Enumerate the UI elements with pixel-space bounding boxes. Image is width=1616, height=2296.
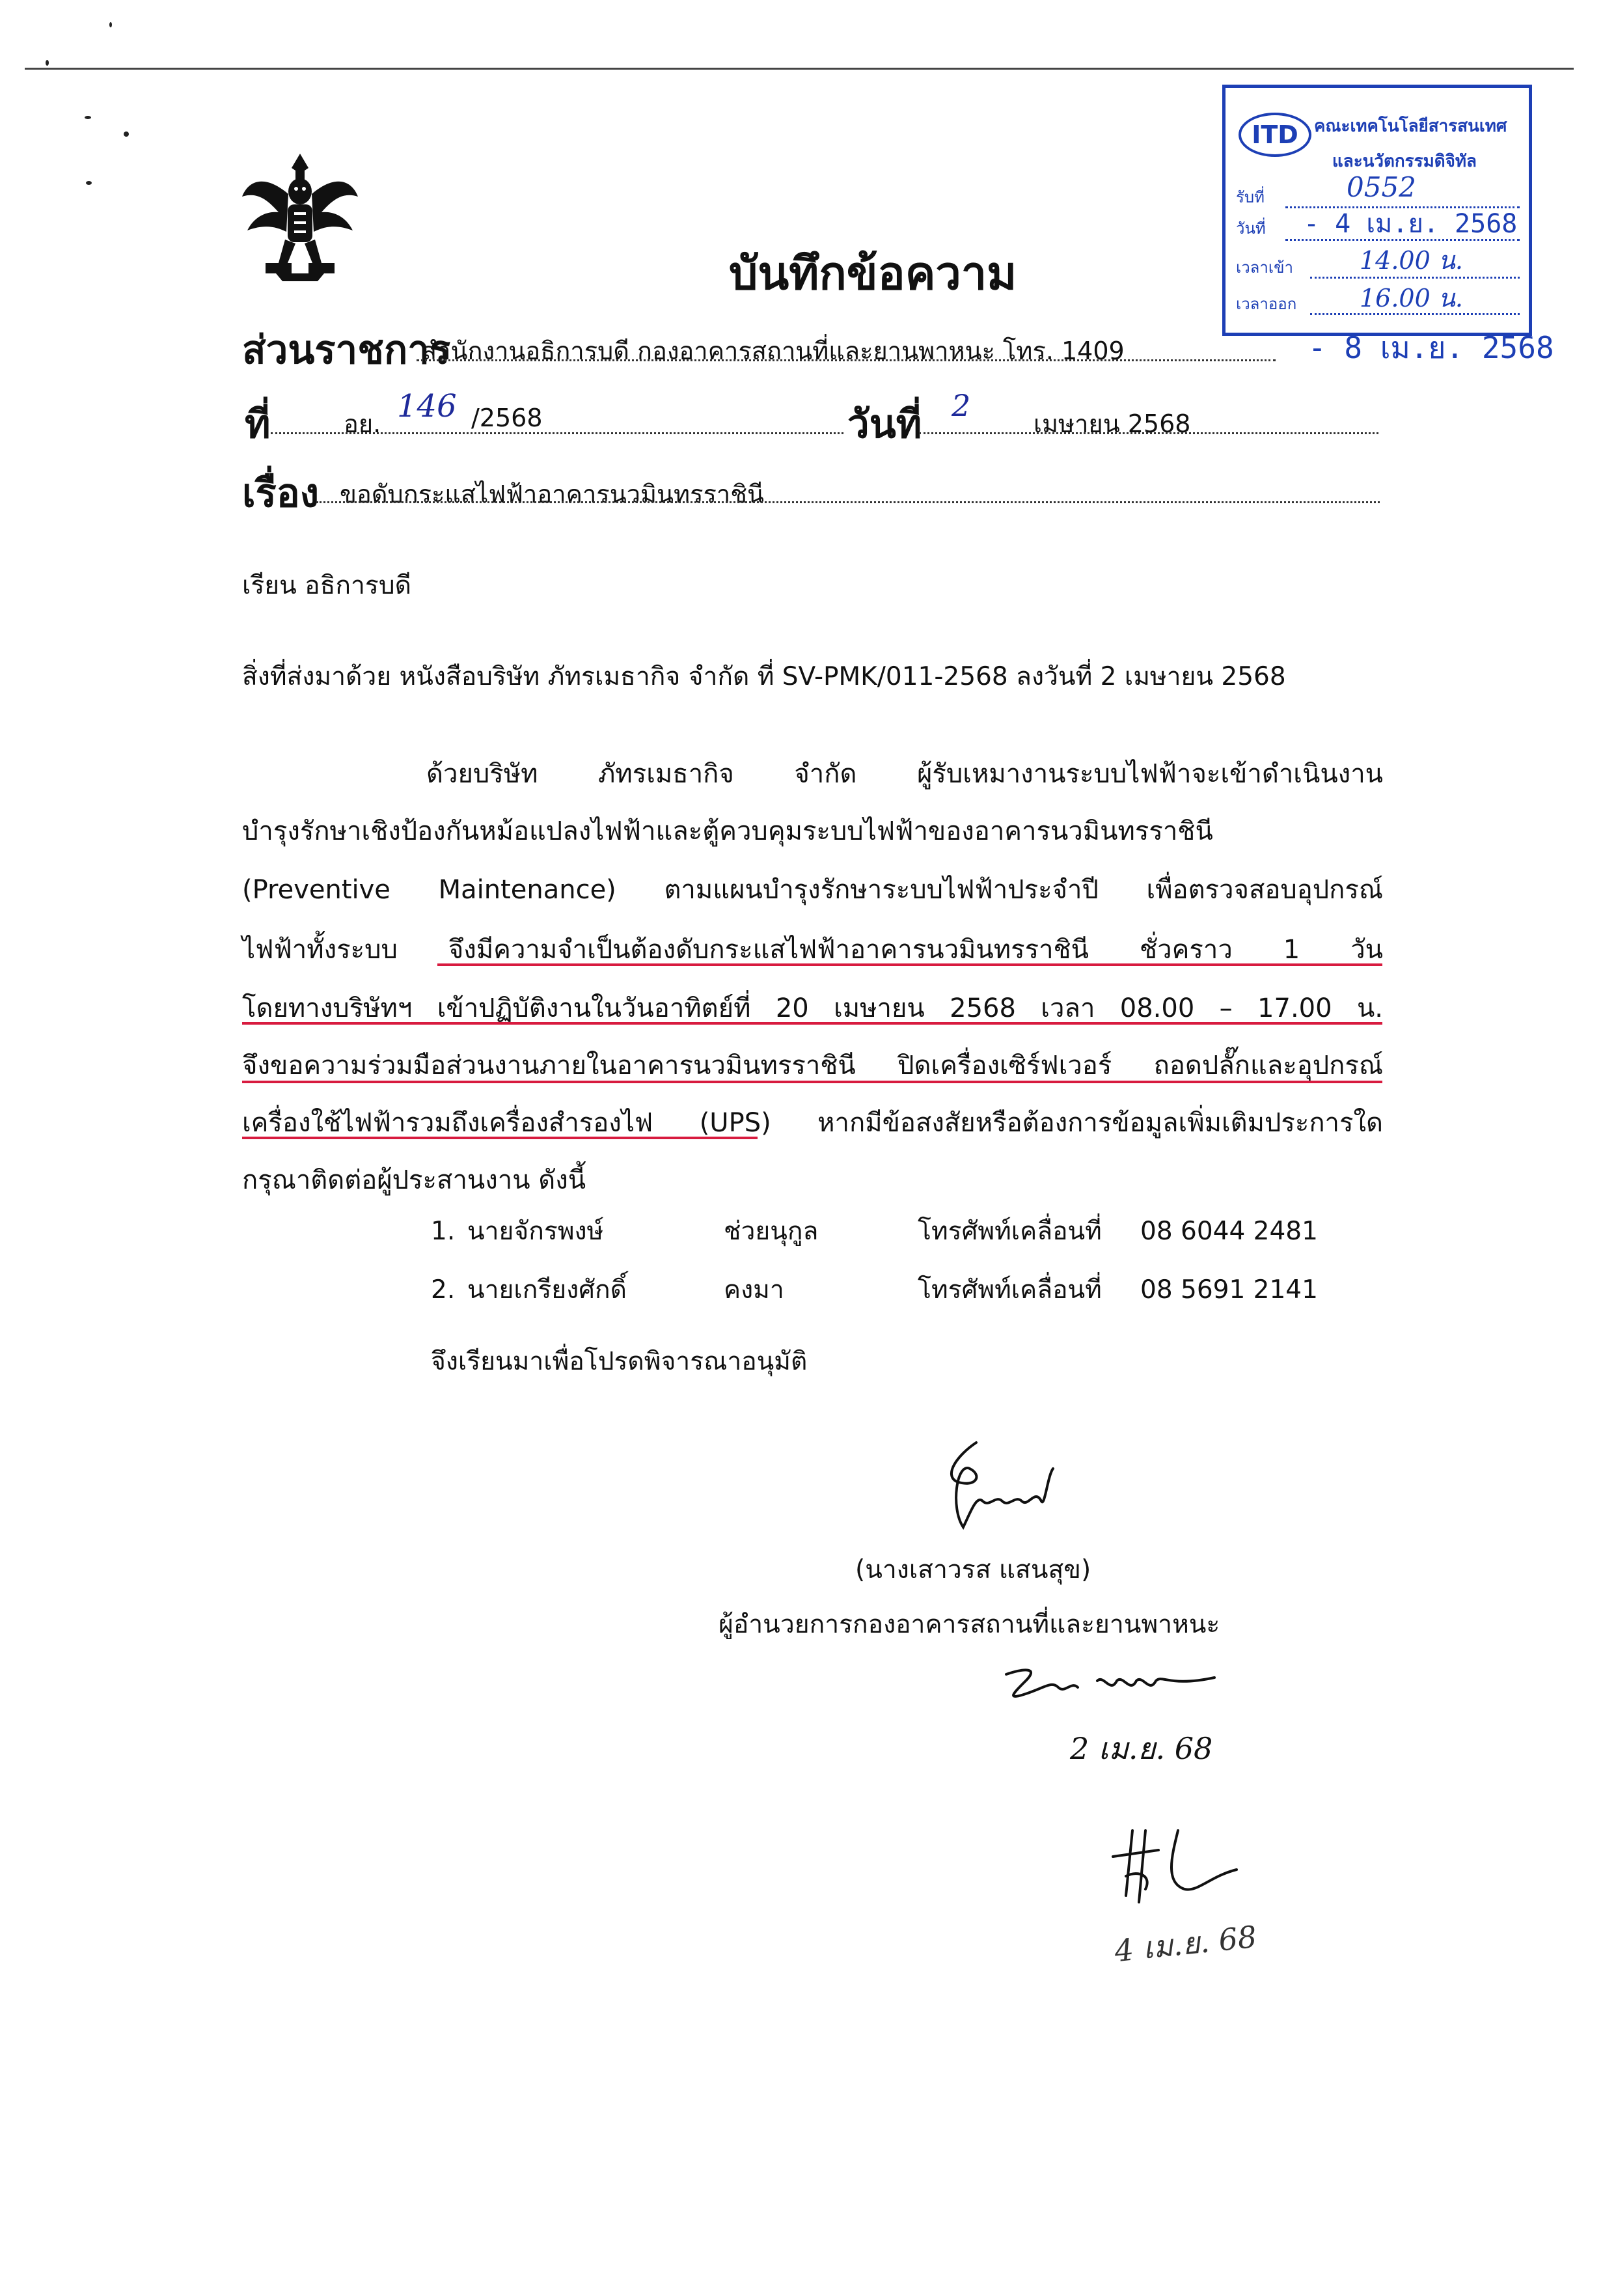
signer-title: ผู้อำนวยการกองอาคารสถานที่และยานพาหนะ [719, 1610, 1220, 1639]
contact-no: 2. [431, 1275, 456, 1305]
contact-no: 1. [431, 1217, 456, 1246]
subject-value: ขอดับกระแสไฟฟ้าอาคารนวมินทรราชินี [340, 480, 765, 508]
body-line-6: จึงขอความร่วมมือส่วนงานภายในอาคารนวมินทรราชินี ปิดเครื่องเซิร์ฟเวอร์ ถอดปลั๊กและอุปกรณ์ [242, 1051, 1383, 1081]
scan-speck [109, 22, 112, 27]
stamp-row-time-out [1236, 291, 1296, 316]
date-label: วันที่ [847, 402, 922, 447]
body-line-1: ด้วยบริษัท ภัทรเมธากิจ จำกัด ผู้รับเหมางานระบบไฟฟ้าจะเข้าดำเนินงาน [426, 759, 1383, 789]
signer-name: (นางเสาวรส แสนสุข) [855, 1555, 1091, 1584]
receiving-stamp [1222, 85, 1532, 336]
contact-first-name: นายเกรียงศักดิ์ [467, 1275, 627, 1305]
stamp-row-label: เวลาเข้า [1236, 258, 1293, 277]
emphasis-underline [437, 963, 1382, 966]
date-month-year: เมษายน 2568 [1034, 409, 1191, 438]
number-prefix: อย. [344, 409, 381, 438]
emphasis-underline [242, 1022, 1382, 1025]
enclosure: สิ่งที่ส่งมาด้วย หนังสือบริษัท ภัทรเมธากิจ จำกัด ที่ SV-PMK/011-2568 ลงวันที่ 2 เมษายน 2568 [242, 662, 1286, 691]
itd-logo: ITD [1239, 113, 1311, 157]
number-handwritten: 146 [397, 388, 457, 424]
closing: จึงเรียนมาเพื่อโปรดพิจารณาอนุมัติ [431, 1347, 808, 1376]
stamp-time-out: 16.00 น. [1360, 284, 1463, 312]
emphasis-underline [242, 1081, 1382, 1083]
stamp-row-date [1236, 215, 1266, 241]
number-suffix: /2568 [471, 404, 543, 432]
stamp-row-label: รับที่ [1236, 188, 1265, 206]
scan-speck [85, 116, 91, 119]
body-line-7: เครื่องใช้ไฟฟ้ารวมถึงเครื่องสำรองไฟ (UPS) หากมีข้อสงสัยหรือต้องการข้อมูลเพิ่มเติมประการใด [242, 1108, 1383, 1138]
stamp-outside-date: - 8 เม.ย. 2568 [1308, 330, 1554, 365]
contact-last-name: คงมา [724, 1275, 784, 1305]
stamp-row-label: เวลาออก [1236, 295, 1297, 313]
handwritten-initials-icon [1000, 1661, 1221, 1713]
date-day-handwritten: 2 [952, 388, 971, 423]
stamp-row-time-in [1236, 255, 1293, 280]
stamp-row-received-no [1236, 184, 1265, 210]
stamp-org-line1: คณะเทคโนโลยีสารสนเทศ [1314, 117, 1507, 136]
number-dotted-line [271, 432, 843, 434]
contact-last-name: ช่วยนุกูล [724, 1217, 819, 1246]
department-label: ส่วนราชการ [242, 327, 451, 373]
emphasis-underline [242, 1137, 758, 1139]
number-label: ที่ [245, 402, 271, 447]
scan-speck [46, 60, 49, 66]
stamp-received-no: 0552 [1347, 171, 1416, 203]
contact-phone: 08 6044 2481 [1140, 1217, 1318, 1246]
approval-signature-icon [1100, 1818, 1250, 1909]
salutation: เรียน อธิการบดี [242, 571, 411, 600]
contact-phone-label: โทรศัพท์เคลื่อนที่ [918, 1217, 1102, 1246]
body-line-2: บำรุงรักษาเชิงป้องกันหม้อแปลงไฟฟ้าและตู้ควบคุมระบบไฟฟ้าของอาคารนวมินทรราชินี [242, 816, 1213, 846]
stamp-org-line2: และนวัตกรรมดิจิทัล [1332, 152, 1477, 171]
stamp-date: - 4 เม.ย. 2568 [1304, 209, 1518, 239]
handwritten-date-1: 2 เม.ย. 68 [1070, 1731, 1213, 1766]
body-line-8: กรุณาติดต่อผู้ประสานงาน ดังนี้ [242, 1165, 586, 1195]
date-dotted-line [919, 432, 1378, 434]
memo-title: บันทึกข้อความ [729, 247, 1017, 300]
contact-first-name: นายจักรพงษ์ [467, 1217, 604, 1246]
department-value: สำนักงานอธิการบดี กองอาคารสถานที่และยานพาหนะ โทร. 1409 [422, 337, 1125, 365]
body-line-3: (Preventive Maintenance) ตามแผนบำรุงรักษาระบบไฟฟ้าประจำปี เพื่อตรวจสอบอุปกรณ์ [242, 875, 1383, 905]
scan-speck [124, 131, 129, 137]
subject-dotted-line [316, 501, 1380, 503]
stamp-time-in: 14.00 น. [1360, 246, 1463, 275]
signature-icon [937, 1436, 1067, 1540]
department-dotted-line [417, 359, 1276, 361]
handwritten-date-2: 4 เม.ย. 68 [1112, 1918, 1259, 1969]
scan-speck [86, 181, 92, 185]
body-line-4: ไฟฟ้าทั้งระบบ จึงมีความจำเป็นต้องดับกระแสไฟฟ้าอาคารนวมินทรราชินี ชั่วคราว 1 วัน [242, 935, 1383, 965]
body-line-5: โดยทางบริษัทฯ เข้าปฏิบัติงานในวันอาทิตย์ที่ 20 เมษายน 2568 เวลา 08.00 – 17.00 น. [242, 993, 1383, 1023]
page-top-rule [25, 68, 1574, 70]
stamp-row-label: วันที่ [1236, 219, 1266, 238]
subject-label: เรื่อง [242, 471, 320, 516]
contact-phone-label: โทรศัพท์เคลื่อนที่ [918, 1275, 1102, 1305]
contact-phone: 08 5691 2141 [1140, 1275, 1318, 1305]
garuda-emblem-icon [240, 148, 361, 284]
